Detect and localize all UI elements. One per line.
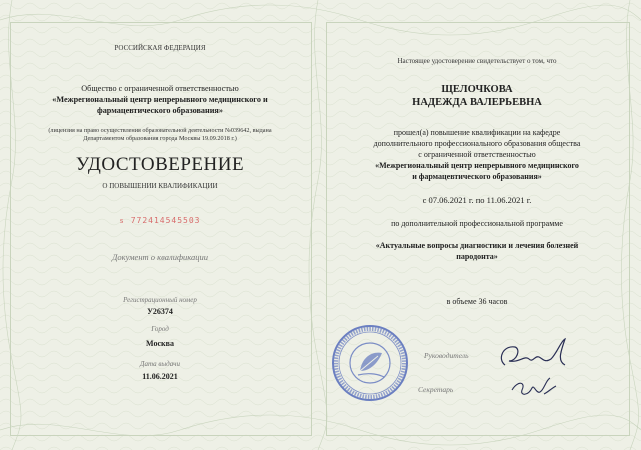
study-period: с 07.06.2021 г. по 11.06.2021 г. bbox=[422, 195, 532, 205]
hours: в объеме 36 часов bbox=[446, 297, 508, 306]
head-signature bbox=[495, 335, 575, 375]
org-line2: и фармацевтического образования» bbox=[412, 172, 542, 181]
passed-line3: с ограниченной ответственностью bbox=[418, 150, 536, 159]
doc-subtitle: О ПОВЫШЕНИИ КВАЛИФИКАЦИИ bbox=[102, 182, 218, 190]
org-name-line1: «Межрегиональный центр непрерывного медицинского и bbox=[52, 95, 268, 104]
reg-label: Регистрационный номер bbox=[123, 296, 197, 304]
doc-title: УДОСТОВЕРЕНИЕ bbox=[75, 154, 245, 175]
date-label: Дата выдачи bbox=[140, 360, 180, 368]
head-label: Руководитель bbox=[424, 351, 469, 360]
doc-caption: Документ о квалификации bbox=[111, 252, 209, 262]
seal-stamp bbox=[330, 323, 410, 403]
given-names: НАДЕЖДА ВАЛЕРЬЕВНА bbox=[412, 97, 542, 108]
program-line1: «Актуальные вопросы диагностики и лечения болезней bbox=[375, 241, 579, 250]
country-label: РОССИЙСКАЯ ФЕДЕРАЦИЯ bbox=[114, 44, 206, 52]
license-line1: (лицензия на право осуществления образовательной деятельности №039642, выдана bbox=[48, 127, 272, 134]
serial-block bbox=[10, 210, 310, 228]
secretary-signature bbox=[508, 372, 558, 402]
city-label: Город bbox=[151, 325, 169, 333]
org-line1: «Межрегиональный центр непрерывного медицинского bbox=[375, 161, 579, 170]
secretary-label: Секретарь bbox=[418, 385, 454, 394]
surname: ЩЕЛОЧКОВА bbox=[441, 84, 513, 95]
serial-number: 772414545503 bbox=[130, 216, 201, 225]
org-intro: Общество с ограниченной ответственностью bbox=[81, 84, 239, 93]
city-value: Москва bbox=[146, 339, 174, 348]
passed-line2: дополнительного профессионального образования общества bbox=[373, 139, 581, 148]
intro-text: Настоящее удостоверение свидетельствует о том, что bbox=[397, 57, 557, 65]
date-value: 11.06.2021 bbox=[142, 372, 178, 381]
passed-line1: прошел(а) повышение квалификации на кафедре bbox=[393, 128, 561, 137]
serial-prefix: s bbox=[119, 217, 125, 225]
org-name-line2: фармацевтического образования» bbox=[97, 106, 223, 115]
reg-value: У26374 bbox=[147, 307, 173, 316]
license-line2: Департаментом образования города Москвы 19.09.2018 г.) bbox=[83, 135, 237, 142]
program-line2: пародонта» bbox=[456, 252, 498, 261]
program-intro: по дополнительной профессиональной программе bbox=[391, 219, 563, 228]
